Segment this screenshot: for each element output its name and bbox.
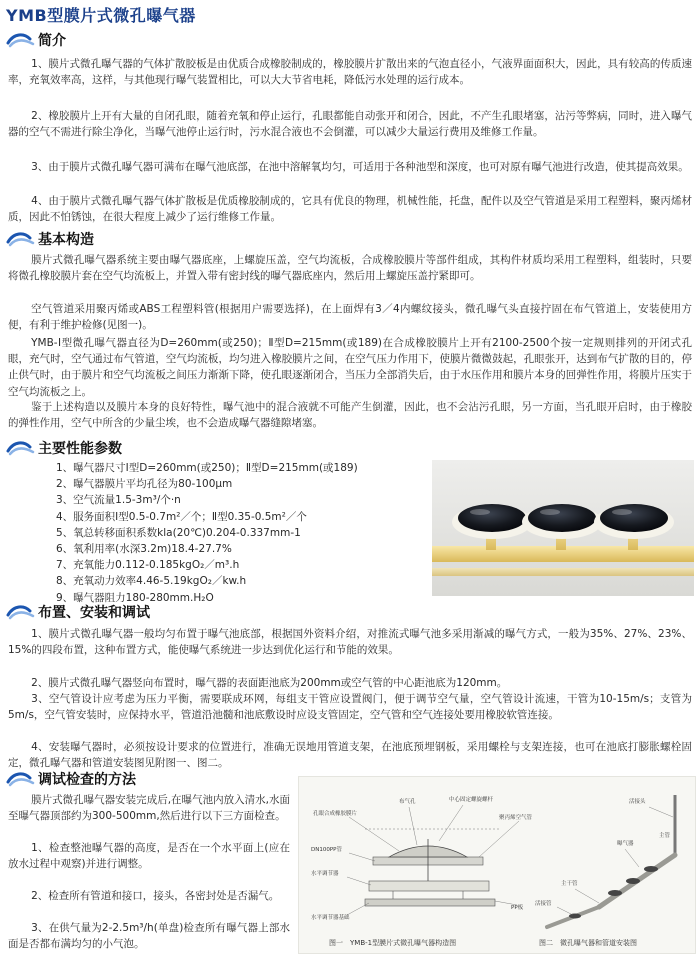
- figure-label: DN100PP管: [311, 847, 342, 853]
- figure-2-caption: 图二 微孔曝气器和管道安装图: [539, 939, 637, 947]
- debug-paragraph-2: 1、检查整池曝气器的高度，是否在一个水平面上(应在放水过程中观察)并进行调整。: [8, 842, 290, 871]
- section-title: 布置、安装和调试: [38, 605, 150, 621]
- structure-paragraph-4: 鉴于上述构造以及膜片本身的良好特性，曝气池中的混合液就不可能产生倒灌，因此，也不会沾污孔眼，另一方面，当孔眼开启时，由于橡胶的弹性作用，空气中所含的少量尘埃，也不会造成曝气器缝隙堵塞。: [8, 401, 692, 430]
- figure-label: 水平调节器基础: [311, 915, 350, 921]
- section-heading-structure: [6, 229, 94, 249]
- figure-label: 活接管: [535, 901, 552, 907]
- figure-label: 布气孔: [399, 799, 416, 805]
- section-heading-params: [6, 438, 122, 458]
- figure-label: 水平调节器: [311, 871, 339, 877]
- structure-paragraph-2: 空气管道采用聚丙烯或ABS工程塑料管(根据用户需要选择)，在上面焊有3／4内螺纹接头，微孔曝气头直接拧固在布气管道上，安装使用方便，有利于维护检修(见图一)。: [8, 303, 692, 332]
- structure-paragraph-3: YMB-Ⅰ型微孔曝气器直径为D=260mm(或250)；Ⅱ型D=215mm(或189)在合成橡胶膜片上开有2100-2500个按一定规则排列的开闭式孔眼，充气时，空气通过布气管道，空气均流板，均匀进入橡胶膜片之间，在空气压力作用下，使膜片微微鼓起，孔眼张开，达到布气扩散的目的，停止供气时，由于膜片和空气均流板之间压力渐渐下降，使孔眼逐渐闭合，当压力全部消失后，由于水压作用和膜片本身的回弹性作用，将膜片压实于空气均流板之上。: [8, 337, 692, 398]
- swirl-icon: [6, 770, 36, 788]
- param-item: 2、曝气器膜片平均孔径为80-100μm: [56, 478, 233, 491]
- swirl-icon: [6, 230, 36, 248]
- debug-paragraph-1: 膜片式微孔曝气器安装完成后,在曝气池内放入清水,水面至曝气器顶部约为300-500mm,然后进行以下三方面检查。: [8, 794, 290, 823]
- figure-2-installation-diagram: [535, 795, 675, 947]
- params-list: [56, 460, 436, 606]
- debug-paragraph-4: 3、在供气量为2-2.5m³/h(单盘)检查所有曝气器上部水面是否都布满均匀的小气泡。: [8, 922, 290, 951]
- section-heading-layout: [6, 602, 150, 622]
- param-item: 9、曝气器阻力180-280mm.H₂O: [56, 591, 214, 604]
- intro-paragraph-2: 2、橡胶膜片上开有大量的自闭孔眼，随着充氧和停止运行，孔眼都能自动张开和闭合，因此，不产生孔眼堵塞，沾污等弊病，同时，进入曝气器的空气不需进行除尘净化，当曝气池停止运行时，污水混合液也不会倒灌，可以减少大量运行费用及维修工作量。: [8, 110, 692, 139]
- swirl-icon: [6, 31, 36, 49]
- figure-label: 中心固定螺旋螺杆: [449, 797, 494, 803]
- figure-label: 曝气器: [617, 841, 634, 847]
- section-heading-debug: [6, 769, 136, 789]
- figure-label: 聚丙烯空气管: [499, 815, 533, 821]
- param-item: 6、氧利用率(水深3.2m)18.4-27.7%: [56, 543, 232, 556]
- section-title: 基本构造: [38, 232, 94, 248]
- section-title: 简介: [38, 33, 66, 49]
- param-item: 4、服务面积Ⅰ型0.5-0.7m²／个；Ⅱ型0.35-0.5m²／个: [56, 510, 307, 523]
- param-item: 3、空气流量1.5-3m³/个·n: [56, 494, 181, 507]
- layout-paragraph-1: 1、膜片式微孔曝气器一般均匀布置于曝气池底部，根据国外资料介绍，对推流式曝气池多采用渐减的曝气方式，一般为35%、27%、23%、15%的四段布置，这种布置方式，能使曝气系统进一步达到优化运行和节能的效果。: [8, 628, 692, 657]
- figure-label: 主干管: [561, 881, 578, 887]
- structure-paragraph-1: 膜片式微孔曝气器系统主要由曝气器底座，上螺旋压盖，空气均流板，合成橡胶膜片等部件组成，其构件材质均采用工程塑料，组装时，只要将微孔橡胶膜片套在空气均流板上，并置入带有密封线的曝气器底座内，然后用上螺旋压盖拧紧即可。: [8, 254, 692, 283]
- section-heading-intro: [6, 30, 66, 50]
- param-item: 7、充氧能力0.112-0.185kgO₂／m³.h: [56, 559, 240, 572]
- param-item: 8、充氧动力效率4.46-5.19kgO₂／kw.h: [56, 575, 247, 588]
- section-title: 主要性能参数: [38, 441, 122, 457]
- page-title: YMB型膜片式微孔曝气器: [6, 6, 196, 25]
- installation-diagrams: [298, 776, 696, 954]
- product-photo: [432, 460, 694, 596]
- figure-label: PP板: [511, 905, 524, 911]
- section-title: 调试检查的方法: [38, 772, 136, 788]
- intro-paragraph-4: 4、由于膜片式微孔曝气器气体扩散板是优质橡胶制成的，它具有优良的物理，机械性能，托盘，配件以及空气管道是采用工程塑料，聚丙烯材质，因此不怕锈蚀，在很大程度上减少了运行维修工作量。: [8, 195, 692, 224]
- layout-paragraph-4: 4、安装曝气器时，必须按设计要求的位置进行，准确无误地用管道支架，在池底预埋钢板，采用螺栓与支架连接，也可在池底打膨胀螺栓固定，微孔曝气器和管道安装图见附图一、图二。: [8, 741, 692, 770]
- figure-label: 活接头: [629, 799, 646, 805]
- figure-label: 孔眼合成橡胶膜片: [313, 811, 358, 817]
- layout-paragraph-2: 2、膜片式微孔曝气器竖向布置时，曝气器的表面距池底为200mm或空气管的中心距池底为120mm。: [31, 677, 508, 689]
- param-item: 1、曝气器尺寸Ⅰ型D=260mm(或250)；Ⅱ型D=215mm(或189): [56, 462, 358, 474]
- debug-paragraph-3: 2、检查所有管道和接口，接头，各密封处是否漏气。: [31, 890, 280, 902]
- figure-1-caption: 图一 YMB-1型膜片式微孔曝气器构造图: [329, 939, 457, 947]
- swirl-icon: [6, 603, 36, 621]
- param-item: 5、氧总转移面积系数kla(20℃)0.204-0.337mm-1: [56, 526, 301, 539]
- figure-1-structure-diagram: [311, 795, 533, 947]
- swirl-icon: [6, 439, 36, 457]
- intro-paragraph-3: 3、由于膜片式微孔曝气器可满布在曝气池底部，在池中溶解氧均匀，可适用于各种池型和深度，也可对原有曝气池进行改造，使其提高效果。: [31, 161, 689, 173]
- layout-paragraph-3: 3、空气管设计应考虑为压力平衡，需要联成环网，每组支干管应设置阀门，便于调节空气量，空气管设计流速，干管为10-15m/s；支管为5m/s，空气管安装时，应保持水平，管道沿池髓和池底敷设时应设支管固定，空气管和空气连接处要用橡胶软管连接。: [8, 693, 692, 722]
- aerator-photo-illustration: [432, 460, 694, 596]
- figure-label: 主管: [659, 833, 671, 839]
- intro-paragraph-1: 1、膜片式微孔曝气器的气体扩散胶板是由优质合成橡胶制成的，橡胶膜片扩散出来的气泡直径小，气液界面面积大，因此，具有较高的传质速率，充氧效率高，这样，与其他现行曝气装置相比，可以大大节省电耗，降低污水处理的运行成本。: [8, 58, 692, 87]
